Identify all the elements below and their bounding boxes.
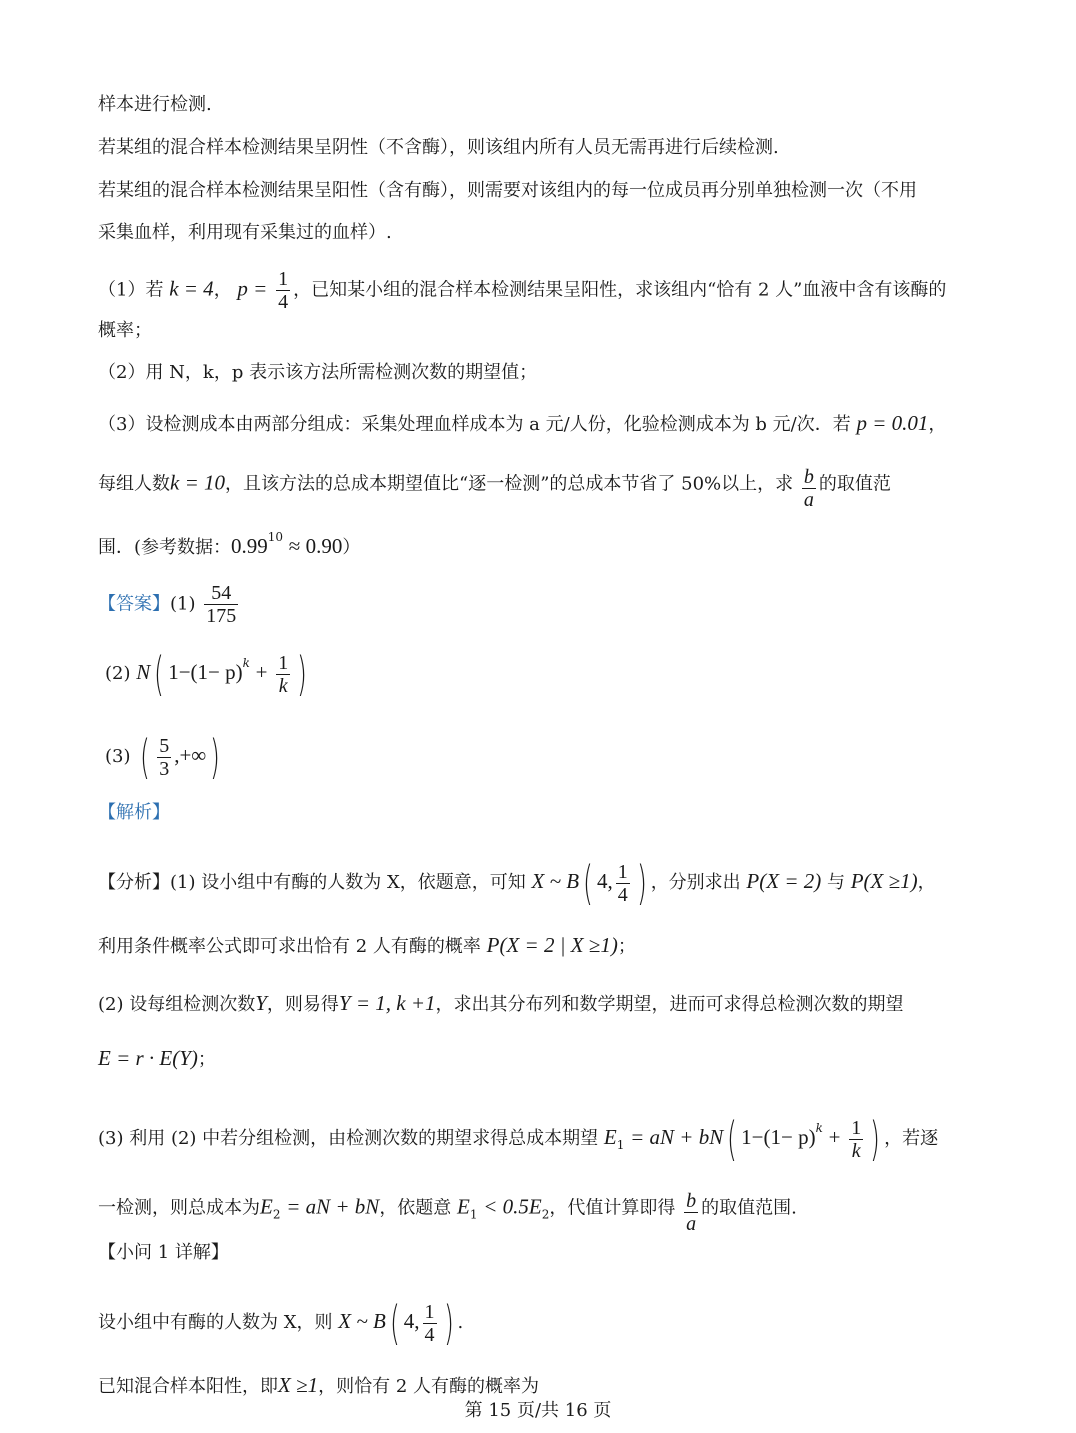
fraction: $\frac{b}{a}$ [686, 1190, 697, 1235]
page-footer: 第 15 页/共 16 页 [464, 1400, 612, 1421]
fraction: $\frac{1}{4}$ [278, 268, 289, 313]
answer-label: 【答案】 [98, 593, 170, 615]
fraction: $\frac{5}{3}$ [159, 734, 170, 780]
question-1: （1）若 k = 4， p = $\frac{1}{4}$ ，已知某小组的混合样本检测结果呈阳性，求该组内“恰有 2 人”血液中含有该酶的 [98, 268, 947, 313]
text-line: 围．(参考数据：0.99$^{10}$ ≈ 0.90） [98, 530, 361, 558]
text-line: 若某组的混合样本检测结果呈阳性（含有酶），则需要对该组内的每一位成员再分别单独检测一次（不用 [98, 180, 917, 201]
analysis-line: (3) 利用 (2) 中若分组检测，由检测次数的期望求得总成本期望 $E_1$ = aN + bN( $1-(1- p)^k$ + $\frac{1}{k}$ ) ，若逐 [98, 1112, 939, 1166]
analysis-label: 【解析】 [98, 802, 170, 823]
answer-2: (2) N( $1-(1- p)^k$ + $\frac{1}{k}$ ) [105, 647, 308, 701]
text-line: 采集血样，利用现有采集过的血样）. [98, 222, 392, 243]
fraction: $\frac{1}{k}$ [278, 651, 289, 697]
fraction: $\frac{1}{4}$ [424, 1300, 435, 1346]
sub-question-label: 【小问 1 详解】 [98, 1242, 229, 1263]
question-2: （2）用 N，k，p 表示该方法所需检测次数的期望值； [98, 362, 538, 383]
fraction: $\frac{1}{4}$ [617, 860, 628, 906]
solution-line: 已知混合样本阳性，即X ≥1，则恰有 2 人有酶的概率为 [98, 1373, 540, 1397]
text-line: 若某组的混合样本检测结果呈阴性（不含酶），则该组内所有人员无需再进行后续检测. [98, 137, 779, 158]
analysis-line: E = r · E(Y)； [98, 1046, 216, 1070]
fraction: $\frac{54}{175}$ [206, 582, 237, 627]
fraction: $\frac{1}{k}$ [851, 1116, 862, 1162]
answer-3: (3) ( $\frac{5}{3}$ ,+∞) [105, 730, 221, 784]
fraction: $\frac{b}{a}$ [803, 466, 814, 511]
answer-1: 【答案】(1) $\frac{54}{175}$ [98, 582, 237, 627]
question-3: （3）设检测成本由两部分组成：采集处理血样成本为 a 元/人份，化验检测成本为 b 元/次．若 p = 0.01， [98, 411, 947, 435]
text-line: 每组人数k = 10，且该方法的总成本期望值比“逐一检测”的总成本节省了 50%以上，求 $\frac{b}{a}$ 的取值范 [98, 466, 891, 511]
analysis-line: 【分析】(1) 设小组中有酶的人数为 X，依题意，可知 X ~ B( 4, $\frac{1}{4}$ ) ，分别求出 P(X = 2) 与 P(X ≥1)， [98, 856, 936, 910]
analysis-line: 一检测，则总成本为$E_2$ = aN + bN，依题意 $E_1 < 0.5E_2$，代值计算即得 $\frac{b}{a}$ 的取值范围. [98, 1190, 797, 1235]
text-line: 样本进行检测. [98, 94, 212, 115]
solution-line: 设小组中有酶的人数为 X，则 X ~ B( 4, $\frac{1}{4}$ ) . [98, 1296, 464, 1350]
text-line: 概率； [98, 320, 152, 341]
analysis-line: 利用条件概率公式即可求出恰有 2 人有酶的概率 P(X = 2 | X ≥1)； [98, 933, 636, 957]
analysis-line: (2) 设每组检测次数Y，则易得Y = 1, k +1，求出其分布列和数学期望，进而可求得总检测次数的期望 [98, 991, 904, 1015]
